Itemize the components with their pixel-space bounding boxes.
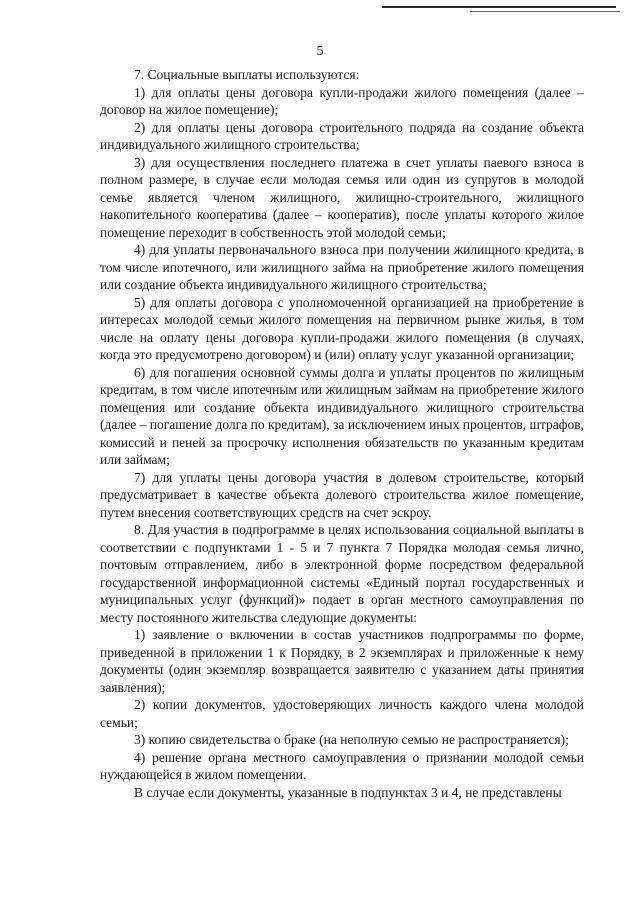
- paragraph: 7) для уплаты цены договора участия в долевом строительстве, который предусматривает в качестве объекта долевого строительства жилое помещение, путем внесения соответствующих средств на счет эскроу.: [100, 469, 584, 520]
- paragraph: 4) решение органа местного самоуправления о признании молодой семьи нуждающейся в жилом помещении.: [100, 749, 584, 782]
- paragraph: 3) для осуществления последнего платежа в счет уплаты паевого взноса в полном размере, в случае если молодая семья или один из супругов в молодой семье является членом жилищного, жилищно-строительного, жилищного накопительного кооператива (далее – кооператив), после уплаты которого жилое помещение переходит в собственность этой молодой семьи;: [100, 154, 584, 240]
- paragraph: 4) для уплаты первоначального взноса при получении жилищного кредита, в том числе ипотечного, или жилищного займа на приобретение жилого помещения или создание объекта индивидуального жилищного строительства;: [100, 242, 584, 292]
- paragraph: 1) для оплаты цены договора купли-продажи жилого помещения (далее – договор на жилое помещение);: [100, 84, 584, 117]
- paragraph: 2) для оплаты цены договора строительного подряда на создание объекта индивидуального жилищного строительства;: [100, 119, 584, 152]
- paragraph: 1) заявление о включении в состав участников подпрограммы по форме, приведенной в приложении 1 к Порядку, в 2 экземплярах и приложенные к нему документы (один экземпляр возвращается заявителю с указанием даты принятия заявления);: [100, 627, 584, 695]
- paragraph: 2) копии документов, удостоверяющих личность каждого члена молодой семьи;: [100, 697, 584, 730]
- paragraph: 6) для погашения основной суммы долга и уплаты процентов по жилищным кредитам, в том числе ипотечным или жилищным займам на приобретение жилого помещения или создание объекта индивидуального жилищного строительства (далее – погашение долга по кредитам), за исключением иных процентов, штрафов, комиссий и пеней за просрочку исполнения обязательств по указанным кредитам или займам;: [100, 364, 584, 467]
- document-body: [100, 66, 584, 801]
- scan-artifact-line: [382, 6, 616, 8]
- paragraph: 7. Социальные выплаты используются:: [134, 67, 360, 82]
- page-number: 5: [316, 44, 324, 59]
- paragraph: 8. Для участия в подпрограмме в целях использования социальной выплаты в соответствии с подпунктами 1 - 5 и 7 пункта 7 Порядка молодая семья лично, почтовым отправлением, либо в электронной форме посредством федеральной государственной информационной системы «Единый портал государственных и муниципальных услуг (функций)» подает в орган местного самоуправления по месту постоянного жительства следующие документы:: [100, 522, 584, 625]
- scan-artifact-line-secondary: [470, 11, 620, 12]
- paragraph: 3) копию свидетельства о браке (на неполную семью не распространяется);: [134, 732, 569, 747]
- paragraph: В случае если документы, указанные в подпунктах 3 и 4, не представлены: [134, 784, 562, 800]
- paragraph: 5) для оплаты договора с уполномоченной организацией на приобретение в интересах молодой семьи жилого помещения на первичном рынке жилья, в том числе на оплату цены договора купли-продажи жилого помещения (в случаях, когда это предусмотрено договором) и (или) оплату услуг указанной организации;: [100, 294, 584, 362]
